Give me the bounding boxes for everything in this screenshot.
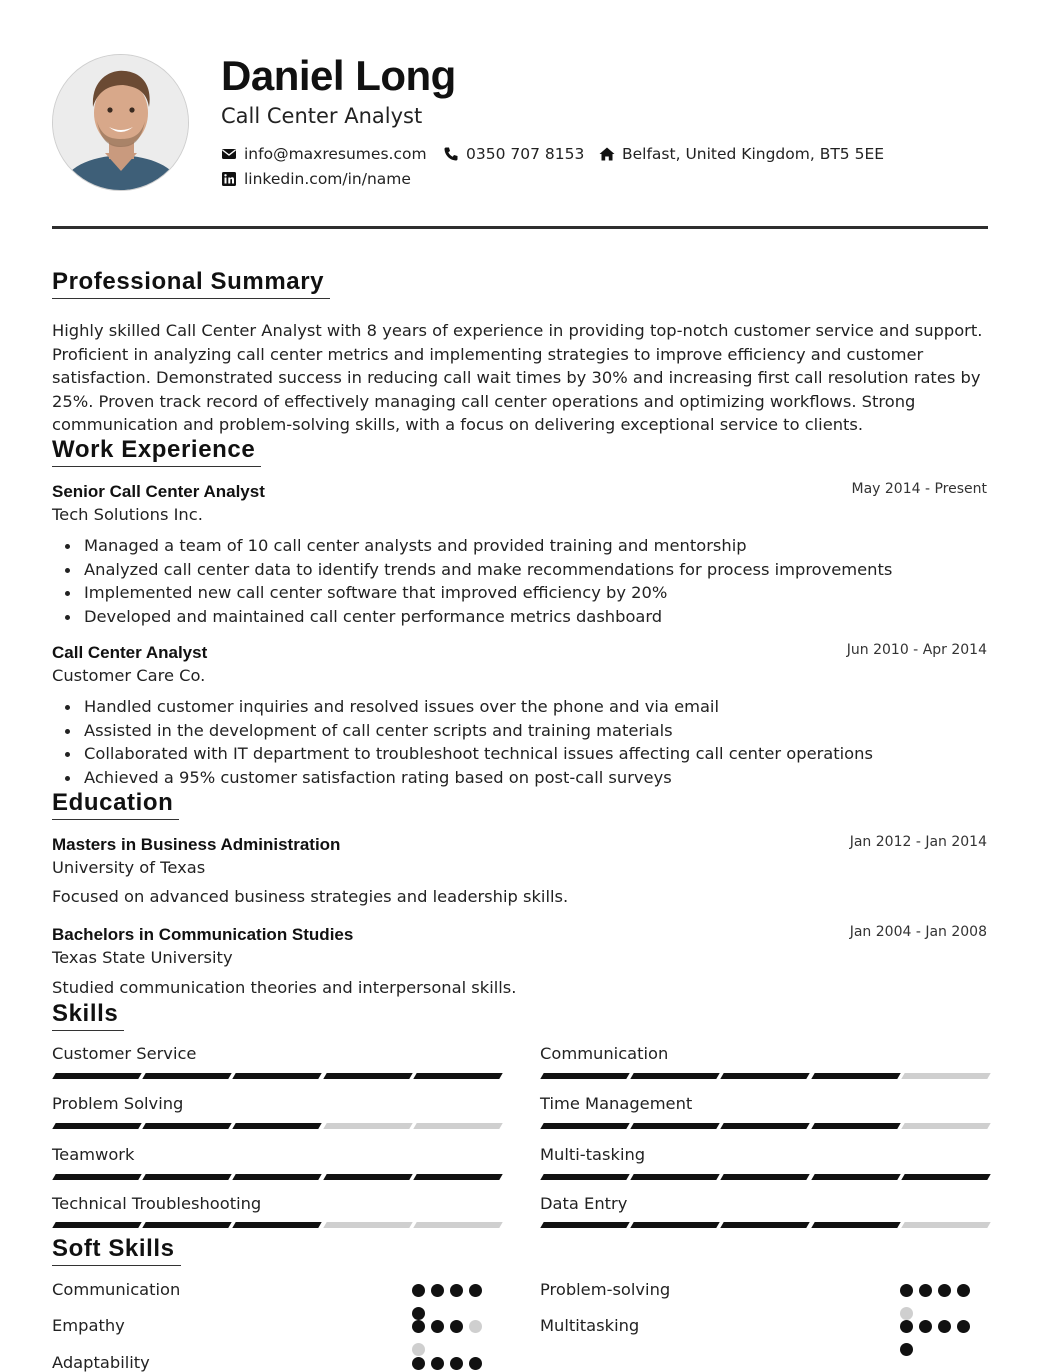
candidate-name: Daniel Long: [221, 52, 456, 99]
list-item: Assisted in the development of call center scripts and training materials: [84, 719, 984, 743]
skill-segment: [811, 1222, 901, 1228]
rating-dot: [450, 1320, 463, 1333]
header-divider: [52, 226, 988, 229]
soft-skill-rating: [412, 1284, 486, 1320]
skill-name: Problem Solving: [52, 1094, 184, 1113]
skill-segment: [721, 1174, 811, 1180]
skill-segment: [540, 1174, 630, 1180]
rating-dot: [900, 1320, 913, 1333]
skill-segment: [630, 1073, 720, 1079]
school-2: Texas State University: [52, 948, 233, 967]
skill-segment: [233, 1073, 323, 1079]
skill-segment: [901, 1073, 991, 1079]
rating-dot: [900, 1343, 913, 1356]
skill-name: Teamwork: [52, 1145, 135, 1164]
soft-skill-rating: [412, 1320, 486, 1356]
skill-segment: [142, 1222, 232, 1228]
skill-name: Time Management: [540, 1094, 693, 1113]
skill-segment: [413, 1123, 503, 1129]
skill-segment: [233, 1123, 323, 1129]
list-item: Analyzed call center data to identify trends and make recommendations for process improvements: [84, 558, 984, 582]
skill-bar: [54, 1123, 501, 1129]
skill-segment: [630, 1174, 720, 1180]
job-bullets-1: [84, 534, 984, 628]
degree-description-1: Focused on advanced business strategies and leadership skills.: [52, 887, 569, 906]
rating-dot: [431, 1320, 444, 1333]
rating-dot: [431, 1357, 444, 1370]
soft-skills-heading: Soft Skills: [52, 1235, 181, 1266]
skill-segment: [721, 1073, 811, 1079]
soft-skill-name: Adaptability: [52, 1353, 150, 1372]
rating-dot: [469, 1284, 482, 1297]
skill-segment: [142, 1123, 232, 1129]
skill-segment: [233, 1174, 323, 1180]
soft-skill-name: Communication: [52, 1280, 181, 1299]
skill-name: Multi-tasking: [540, 1145, 646, 1164]
skill-segment: [413, 1073, 503, 1079]
skill-segment: [52, 1222, 142, 1228]
skill-segment: [901, 1123, 991, 1129]
phone-text[interactable]: 0350 707 8153: [466, 145, 585, 163]
skill-segment: [540, 1123, 630, 1129]
rating-dot: [412, 1320, 425, 1333]
soft-skill-name: Empathy: [52, 1316, 125, 1335]
job-title-2: Call Center Analyst: [52, 643, 208, 662]
skill-name: Customer Service: [52, 1044, 197, 1063]
skill-bar: [54, 1174, 501, 1180]
job-company-2: Customer Care Co.: [52, 666, 206, 685]
rating-dot: [900, 1284, 913, 1297]
degree-description-2: Studied communication theories and interpersonal skills.: [52, 978, 517, 997]
skill-segment: [52, 1174, 142, 1180]
degree-2: Bachelors in Communication Studies: [52, 925, 354, 944]
skill-segment: [721, 1123, 811, 1129]
degree-dates-2: Jan 2004 - Jan 2008: [849, 924, 987, 940]
skill-name: Technical Troubleshooting: [52, 1194, 262, 1213]
skill-segment: [721, 1222, 811, 1228]
degree-dates-1: Jan 2012 - Jan 2014: [849, 834, 987, 850]
skill-segment: [233, 1222, 323, 1228]
location-text: Belfast, United Kingdom, BT5 5EE: [622, 145, 885, 163]
soft-skill-rating: [412, 1357, 486, 1372]
skill-bar: [542, 1123, 989, 1129]
rating-dot: [919, 1284, 932, 1297]
job-title: Call Center Analyst: [221, 104, 423, 128]
rating-dot: [412, 1343, 425, 1356]
skill-segment: [811, 1073, 901, 1079]
list-item: Achieved a 95% customer satisfaction rating based on post-call surveys: [84, 766, 984, 790]
skill-segment: [323, 1222, 413, 1228]
skill-bar: [54, 1073, 501, 1079]
rating-dot: [919, 1320, 932, 1333]
rating-dot: [469, 1357, 482, 1370]
experience-heading: Work Experience: [52, 436, 261, 467]
rating-dot: [900, 1307, 913, 1320]
envelope-icon: [221, 146, 237, 162]
rating-dot: [412, 1357, 425, 1370]
skill-bar: [542, 1222, 989, 1228]
skills-heading: Skills: [52, 1000, 124, 1031]
skill-segment: [142, 1073, 232, 1079]
linkedin-icon: [221, 171, 237, 187]
profile-photo: [52, 54, 189, 191]
rating-dot: [431, 1284, 444, 1297]
skill-segment: [323, 1174, 413, 1180]
list-item: Developed and maintained call center performance metrics dashboard: [84, 605, 984, 629]
skill-segment: [630, 1222, 720, 1228]
job-title-1: Senior Call Center Analyst: [52, 482, 265, 501]
soft-skill-name: Multitasking: [540, 1316, 640, 1335]
linkedin-contact[interactable]: [221, 170, 411, 188]
skill-segment: [323, 1073, 413, 1079]
job-bullets-2: [84, 695, 984, 789]
rating-dot: [469, 1320, 482, 1333]
skill-name: Data Entry: [540, 1194, 628, 1213]
home-icon: [599, 146, 615, 162]
phone-icon: [443, 146, 459, 162]
rating-dot: [450, 1284, 463, 1297]
job-dates-1: May 2014 - Present: [851, 481, 987, 497]
skill-segment: [142, 1174, 232, 1180]
skill-segment: [630, 1123, 720, 1129]
skill-segment: [811, 1123, 901, 1129]
email-text[interactable]: info@maxresumes.com: [244, 145, 427, 163]
skill-segment: [323, 1123, 413, 1129]
list-item: Implemented new call center software that improved efficiency by 20%: [84, 581, 984, 605]
rating-dot: [450, 1357, 463, 1370]
job-company-1: Tech Solutions Inc.: [52, 505, 203, 524]
soft-skill-name: Problem-solving: [540, 1280, 671, 1299]
location-contact: [599, 145, 884, 163]
rating-dot: [938, 1284, 951, 1297]
skill-bar: [54, 1222, 501, 1228]
skill-segment: [52, 1123, 142, 1129]
degree-1: Masters in Business Administration: [52, 835, 341, 854]
skill-segment: [52, 1073, 142, 1079]
rating-dot: [412, 1284, 425, 1297]
linkedin-text[interactable]: linkedin.com/in/name: [244, 170, 411, 188]
soft-skill-rating: [900, 1320, 974, 1356]
summary-text: Highly skilled Call Center Analyst with 8 years of experience in providing top-notch customer service and support. Proficient in analyzing call center metrics and implementing strategies to improve efficiency and customer satisfaction. Demonstrated success in reducing call wait times by 30% and increasing first call resolution rates by 25%. Proven track record of effectively managing call center operations and optimizing workflows. Strong communication and problem-solving skills, with a focus on delivering exceptional service to clients.: [52, 321, 983, 434]
skill-bar: [542, 1174, 989, 1180]
list-item: Collaborated with IT department to troubleshoot technical issues affecting call center operations: [84, 742, 984, 766]
list-item: Managed a team of 10 call center analysts and provided training and mentorship: [84, 534, 984, 558]
list-item: Handled customer inquiries and resolved issues over the phone and via email: [84, 695, 984, 719]
rating-dot: [938, 1320, 951, 1333]
summary-heading: Professional Summary: [52, 268, 330, 299]
rating-dot: [957, 1320, 970, 1333]
job-dates-2: Jun 2010 - Apr 2014: [846, 642, 987, 658]
rating-dot: [412, 1307, 425, 1320]
skill-name: Communication: [540, 1044, 669, 1063]
school-1: University of Texas: [52, 858, 206, 877]
skill-segment: [540, 1073, 630, 1079]
skill-segment: [540, 1222, 630, 1228]
skill-segment: [811, 1174, 901, 1180]
soft-skill-rating: [900, 1284, 974, 1320]
education-heading: Education: [52, 789, 179, 820]
skill-segment: [901, 1222, 991, 1228]
skill-segment: [413, 1222, 503, 1228]
skill-segment: [901, 1174, 991, 1180]
rating-dot: [957, 1284, 970, 1297]
email-contact[interactable]: [221, 145, 427, 163]
phone-contact[interactable]: [443, 145, 584, 163]
skill-bar: [542, 1073, 989, 1079]
skill-segment: [413, 1174, 503, 1180]
